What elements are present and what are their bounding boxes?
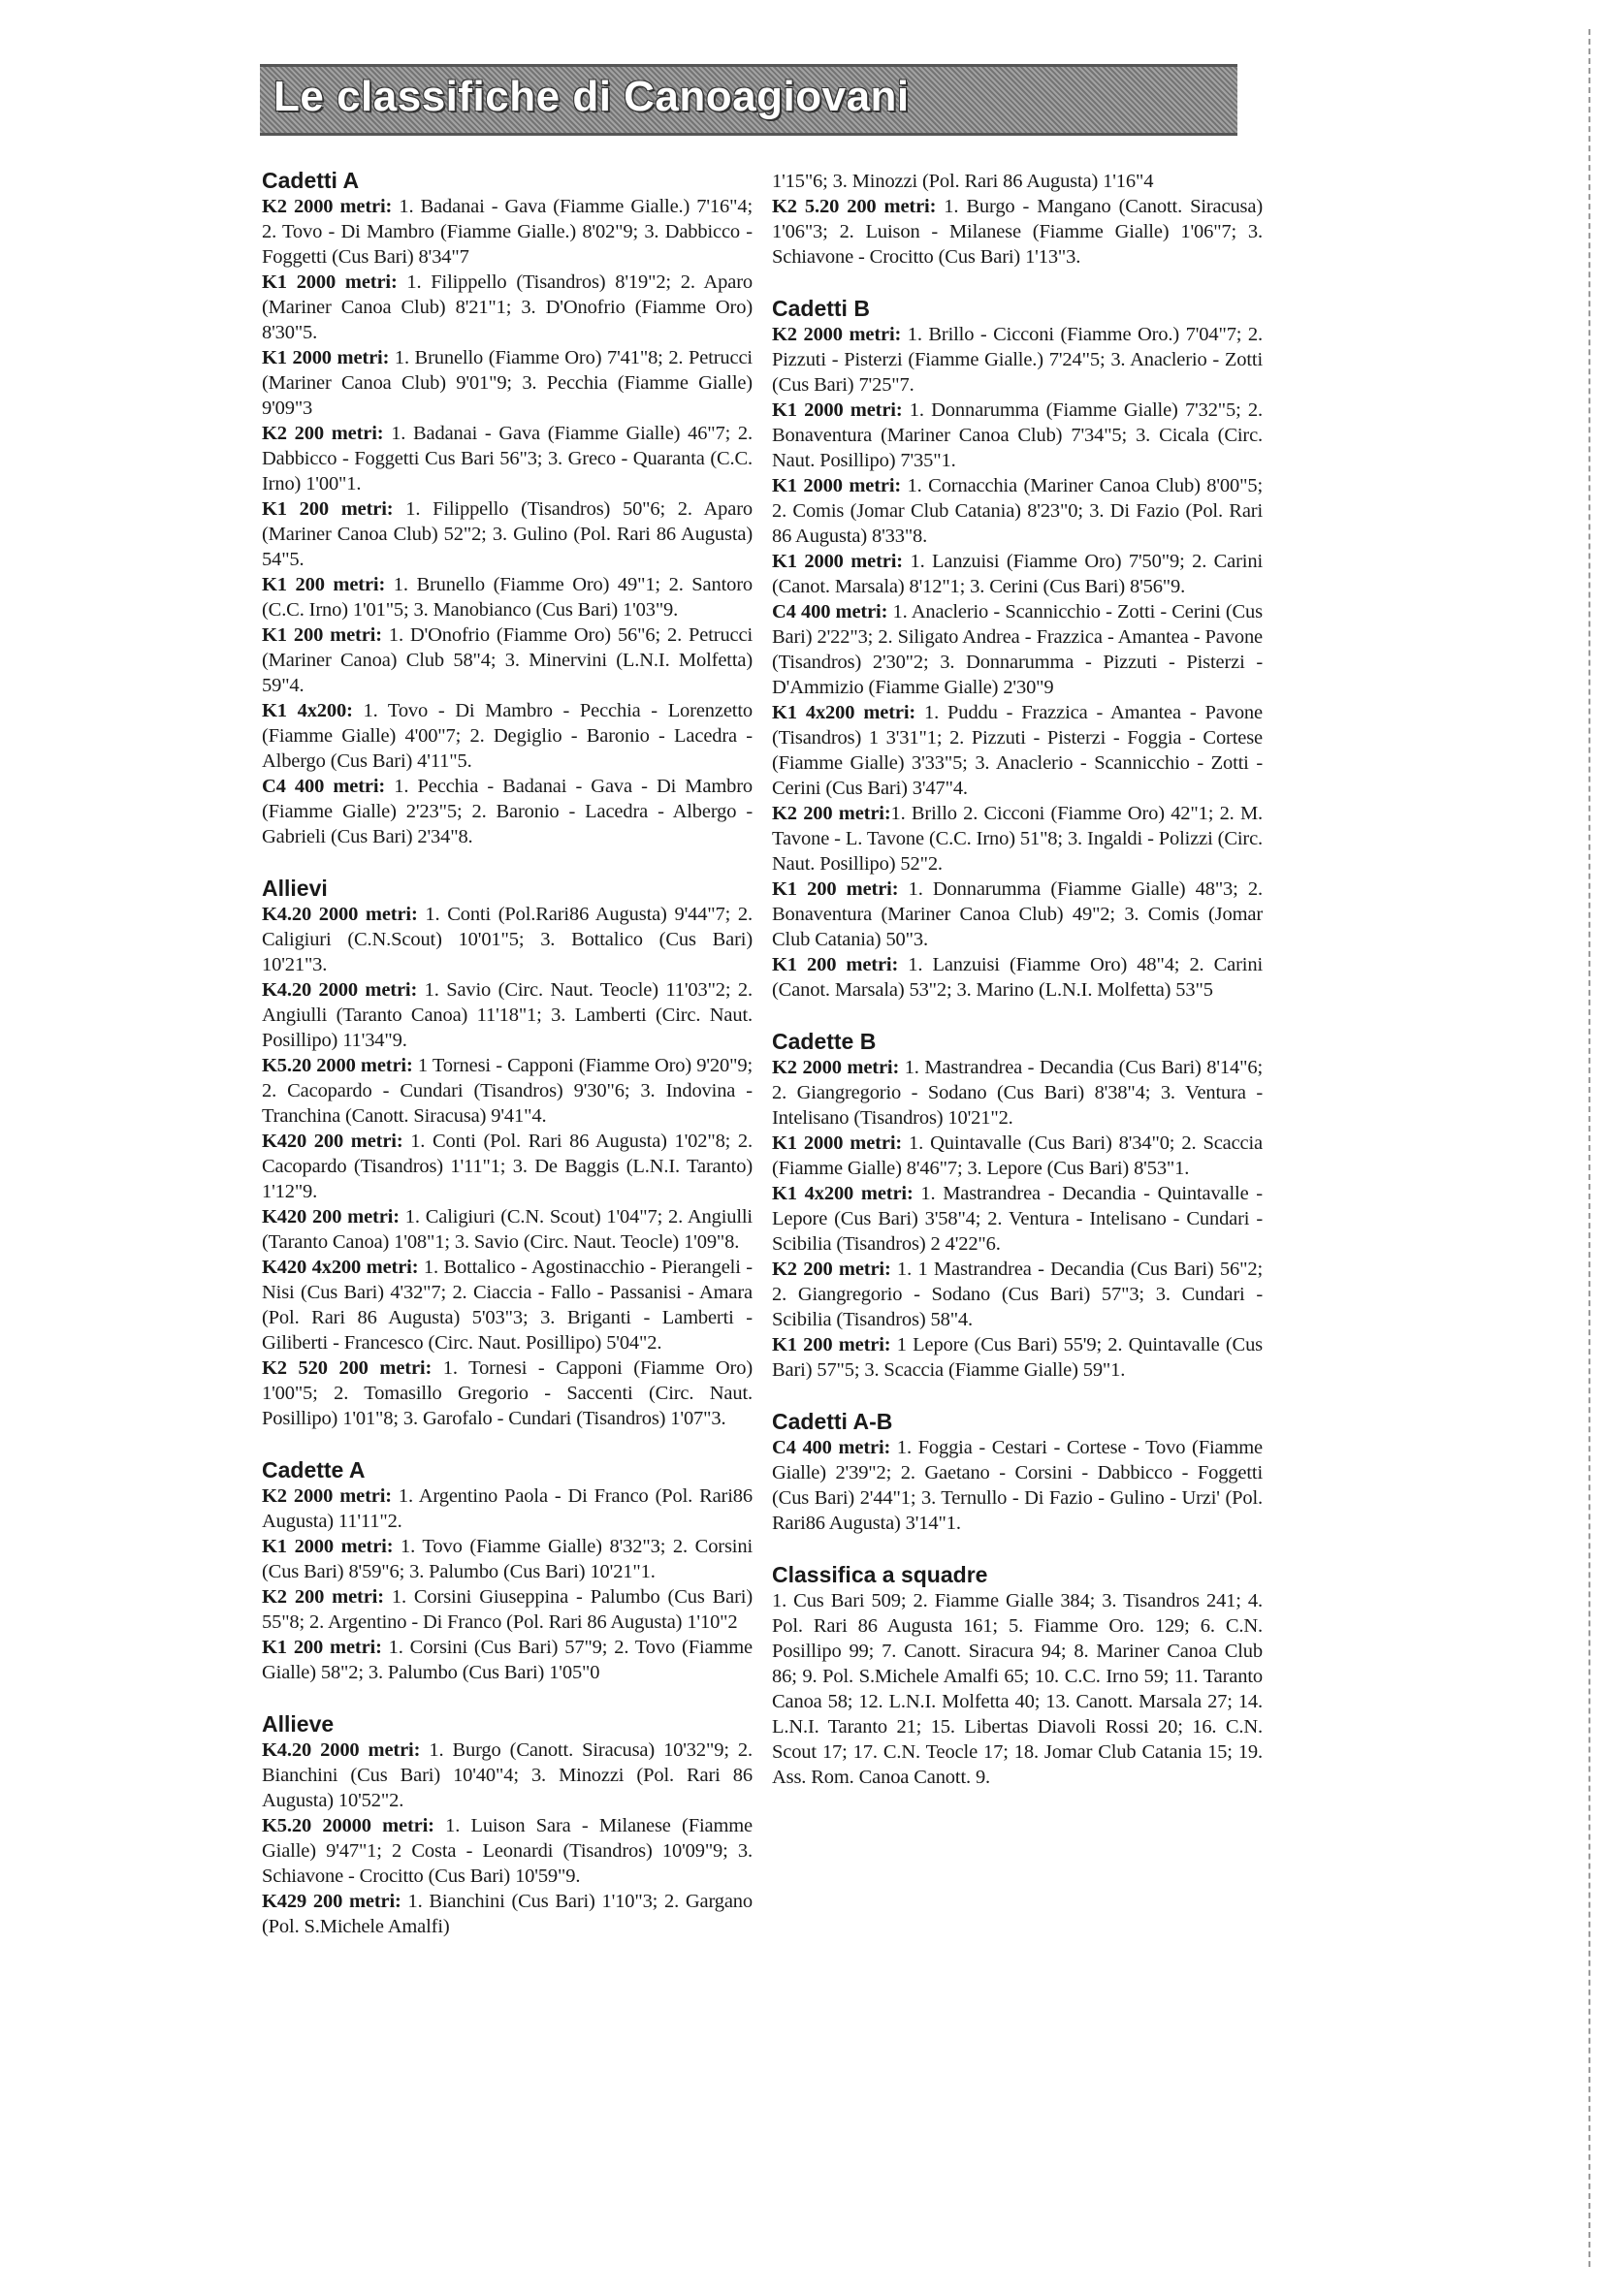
section-heading: Allieve (262, 1711, 335, 1737)
result-entry (772, 1435, 1263, 1536)
section-heading: Allievi (262, 876, 328, 901)
result-entry (772, 322, 1263, 398)
result-entry (772, 473, 1263, 549)
result-entry (262, 1738, 753, 1813)
race-label: K4.20 2000 metri: (262, 979, 418, 1001)
result-entry (262, 345, 753, 421)
race-label: K4.20 2000 metri: (262, 904, 418, 925)
result-entry (262, 902, 753, 977)
race-label: K420 200 metri: (262, 1131, 403, 1152)
result-entry (262, 1889, 753, 1939)
race-results: 1. Argentino Paola - Di Franco (Pol. Rari86 Augusta) 11'11"2. (262, 1485, 753, 1532)
race-results: 1. Bianchini (Cus Bari) 1'10"3; 2. Gargano (Pol. S.Michele Amalfi) (262, 1891, 753, 1937)
race-label: K2 200 metri: (772, 803, 891, 824)
race-label: K4.20 2000 metri: (262, 1739, 421, 1761)
results-section (262, 875, 753, 1431)
race-label: K1 2000 metri: (772, 475, 902, 496)
race-label: C4 400 metri: (772, 1437, 891, 1458)
race-results: 1. Pecchia - Badanai - Gava - Di Mambro (Fiamme Gialle) 2'23"5; 2. Baronio - Lacedra - Albergo - Gabrieli (Cus Bari) 2'34"8. (262, 776, 753, 847)
race-results: 1. Bottalico - Agostinacchio - Pierangeli - Nisi (Cus Bari) 4'32"7; 2. Ciaccia - Fallo - Passanisi - Amara (Pol. Rari 86 Augusta) 5'03"3; 3. Briganti - Lamberti - Giliberti - Francesco (Circ. Naut. Posillipo) 5'04"2. (262, 1257, 753, 1354)
result-entry (262, 194, 753, 270)
continued-text: 1'15"6; 3. Minozzi (Pol. Rari 86 Augusta) 1'16"4 (772, 171, 1154, 192)
result-entry (772, 194, 1263, 270)
race-label: K2 200 metri: (772, 1259, 891, 1280)
section-heading: Classifica a squadre (772, 1562, 988, 1587)
result-entry (772, 700, 1263, 801)
results-section (262, 1710, 753, 1939)
result-entry (262, 270, 753, 345)
result-entry (262, 622, 753, 698)
results-section (772, 1408, 1263, 1536)
race-results: 1. Brunello (Fiamme Oro) 49"1; 2. Santoro (C.C. Irno) 1'01"5; 3. Manobianco (Cus Bari) 1'03"9. (262, 574, 753, 621)
result-entry (262, 1204, 753, 1255)
race-results: 1 Tornesi - Capponi (Fiamme Oro) 9'20"9; 2. Cacopardo - Cundari (Tisandros) 9'30"6; 3. Indovina - Tranchina (Canott. Siracusa) 9'41"4. (262, 1055, 753, 1127)
race-label: K2 2000 metri: (772, 1057, 900, 1078)
results-section (772, 295, 1263, 1003)
race-label: K2 200 metri: (262, 423, 384, 444)
result-entry (772, 1257, 1263, 1332)
race-results: 1. Badanai - Gava (Fiamme Gialle.) 7'16"4; 2. Tovo - Di Mambro (Fiamme Gialle.) 8'02"9; 3. Dabbicco - Foggetti (Cus Bari) 8'34"7 (262, 196, 753, 268)
result-entry (262, 1584, 753, 1635)
race-results: 1 Lepore (Cus Bari) 55'9; 2. Quintavalle (Cus Bari) 57"5; 3. Scaccia (Fiamme Gialle) 59"1. (772, 1334, 1264, 1381)
race-label: K2 2000 metri: (772, 324, 902, 345)
race-results: 1. Badanai - Gava (Fiamme Gialle) 46"7; 2. Dabbicco - Foggetti Cus Bari 56"3; 3. Greco - Quaranta (C.C. Irno) 1'00"1. (262, 423, 753, 494)
scan-edge-line (1588, 29, 1590, 2267)
race-label: K420 200 metri: (262, 1206, 400, 1228)
result-entry (262, 1534, 753, 1584)
race-results: 1. Tornesi - Capponi (Fiamme Oro) 1'00"5; 2. Tomasillo Gregorio - Saccenti (Circ. Naut. Posillipo) 1'01"8; 3. Garofalo - Cundari (Tisandros) 1'07"3. (262, 1357, 753, 1429)
race-results: 1. Brillo 2. Cicconi (Fiamme Oro) 42"1; 2. M. Tavone - L. Tavone (C.C. Irno) 51"8; 3. Ingaldi - Polizzi (Circ. Naut. Posillipo) 52"2. (772, 803, 1263, 875)
result-entry (262, 774, 753, 849)
race-results: 1. Mastrandrea - Decandia (Cus Bari) 8'14"6; 2. Giangregorio - Sodano (Cus Bari) 8'38"4; 3. Ventura - Intelisano (Tisandros) 10'21"2. (772, 1057, 1263, 1129)
result-entry (262, 496, 753, 572)
race-results: 1. Mastrandrea - Decandia - Quintavalle - Lepore (Cus Bari) 3'58"4; 2. Ventura - Intelisano - Cundari - Scibilia (Tisandros) 2 4'22"6. (772, 1183, 1263, 1255)
race-results: 1. Filippello (Tisandros) 50"6; 2. Aparo (Mariner Canoa Club) 52"2; 3. Gulino (Pol. Rari 86 Augusta) 54"5. (262, 498, 753, 570)
result-entry (772, 1131, 1263, 1181)
result-entry (772, 877, 1263, 952)
race-results: 1. Savio (Circ. Naut. Teocle) 11'03"2; 2. Angiulli (Taranto Canoa) 11'18"1; 3. Lamberti (Circ. Naut. Posillipo) 11'34"9. (262, 979, 753, 1051)
section-banner (260, 64, 1237, 136)
race-label: K1 2000 metri: (262, 271, 398, 293)
section-heading: Cadetti A (262, 168, 360, 193)
race-label: K1 200 metri: (262, 574, 386, 595)
results-section (772, 1561, 1263, 1790)
race-label: K1 2000 metri: (262, 1536, 394, 1557)
race-results: 1. Caligiuri (C.N. Scout) 1'04"7; 2. Angiulli (Taranto Canoa) 1'08"1; 3. Savio (Circ. Naut. Teocle) 1'09"8. (262, 1206, 753, 1253)
result-entry (772, 1181, 1263, 1257)
result-entry (772, 549, 1263, 599)
results-section (262, 1456, 753, 1685)
race-results: 1. Brillo - Cicconi (Fiamme Oro.) 7'04"7; 2. Pizzuti - Pisterzi (Fiamme Gialle.) 7'24"5; 3. Anaclerio - Zotti (Cus Bari) 7'25"7. (772, 324, 1263, 396)
race-results: 1. 1 Mastrandrea - Decandia (Cus Bari) 56"2; 2. Giangregorio - Sodano (Cus Bari) 57"3; 3. Cundari - Scibilia (Tisandros) 58"4. (772, 1259, 1263, 1330)
result-entry (772, 599, 1263, 700)
race-results: 1. D'Onofrio (Fiamme Oro) 56"6; 2. Petrucci (Mariner Canoa) Club 58"4; 3. Minervini (L.N.I. Molfetta) 59"4. (262, 624, 753, 696)
race-results: 1. Corsini Giuseppina - Palumbo (Cus Bari) 55"8; 2. Argentino - Di Franco (Pol. Rari 86 Augusta) 1'10"2 (262, 1586, 753, 1633)
result-entry (262, 977, 753, 1053)
result-entry (262, 1129, 753, 1204)
result-entry (262, 421, 753, 496)
results-section (772, 1028, 1263, 1383)
race-results: 1. Lanzuisi (Fiamme Oro) 7'50"9; 2. Carini (Canot. Marsala) 8'12"1; 3. Cerini (Cus Bari) 8'56"9. (772, 551, 1263, 597)
race-label: K2 520 200 metri: (262, 1357, 433, 1379)
race-results: 1. Conti (Pol.Rari86 Augusta) 9'44"7; 2. Caligiuri (C.N.Scout) 10'01"5; 3. Bottalico (Cus Bari) 10'21"3. (262, 904, 753, 975)
result-entry (262, 1355, 753, 1431)
race-results: 1. Burgo (Canott. Siracusa) 10'32"9; 2. Bianchini (Cus Bari) 10'40"4; 3. Minozzi (Pol. Rari 86 Augusta) 10'52"2. (262, 1739, 753, 1811)
result-entry (262, 1255, 753, 1355)
race-label: K2 5.20 200 metri: (772, 196, 937, 217)
race-label: K1 2000 metri: (262, 347, 390, 368)
race-results: 1. Donnarumma (Fiamme Gialle) 48"3; 2. Bonaventura (Mariner Canoa Club) 49"2; 3. Comis (Jomar Club Catania) 50"3. (772, 878, 1263, 950)
race-label: K1 4x200 metri: (772, 1183, 914, 1204)
race-label: K1 200 metri: (262, 1637, 382, 1658)
race-label: K1 4x200 metri: (772, 702, 916, 723)
result-entry (262, 698, 753, 774)
race-label: K1 200 metri: (772, 1334, 891, 1355)
race-label: K1 2000 metri: (772, 1132, 903, 1154)
race-label: K2 2000 metri: (262, 1485, 392, 1507)
result-entry (772, 952, 1263, 1003)
race-label: K1 200 metri: (262, 624, 382, 646)
results-section (262, 167, 753, 849)
race-label: K1 200 metri: (772, 954, 899, 975)
race-results: 1. Burgo - Mangano (Canott. Siracusa) 1'06"3; 2. Luison - Milanese (Fiamme Gialle) 1'06"7; 3. Schiavone - Crocitto (Cus Bari) 1'13"3. (772, 196, 1263, 268)
result-entry (262, 1635, 753, 1685)
result-entry (262, 1813, 753, 1889)
result-entry (772, 801, 1263, 877)
race-results: 1. Quintavalle (Cus Bari) 8'34"0; 2. Scaccia (Fiamme Gialle) 8'46"7; 3. Lepore (Cus Bari) 8'53"1. (772, 1132, 1263, 1179)
race-results: 1. Corsini (Cus Bari) 57"9; 2. Tovo (Fiamme Gialle) 58"2; 3. Palumbo (Cus Bari) 1'05"0 (262, 1637, 753, 1683)
section-heading: Cadetti A-B (772, 1409, 893, 1434)
banner-title: Le classifiche di Canoagiovani (273, 73, 910, 120)
race-label: K2 2000 metri: (262, 196, 393, 217)
race-results: 1. Brunello (Fiamme Oro) 7'41"8; 2. Petrucci (Mariner Canoa Club) 9'01"9; 3. Pecchia (Fiamme Gialle) 9'09"3 (262, 347, 753, 419)
result-entry (772, 1588, 1263, 1790)
race-label: K420 4x200 metri: (262, 1257, 419, 1278)
race-label: K2 200 metri: (262, 1586, 384, 1608)
race-label: K1 200 metri: (262, 498, 394, 520)
section-heading: Cadetti B (772, 296, 870, 321)
section-heading: Cadette A (262, 1457, 366, 1483)
result-entry (262, 1483, 753, 1534)
race-results: 1. Filippello (Tisandros) 8'19"2; 2. Aparo (Mariner Canoa Club) 8'21"1; 3. D'Onofrio (Fiamme Oro) 8'30"5. (262, 271, 753, 343)
race-label: K429 200 metri: (262, 1891, 401, 1912)
race-label: C4 400 metri: (772, 601, 888, 622)
race-label: K1 2000 metri: (772, 399, 903, 421)
race-results: 1. Cus Bari 509; 2. Fiamme Gialle 384; 3. Tisandros 241; 4. Pol. Rari 86 Augusta 161; 5. Fiamme Oro. 129; 6. C.N. Posillipo 99; 7. Canott. Siracura 94; 8. Mariner Canoa Club 86; 9. Pol. S.Michele Amalfi 65; 10. C.C. Irno 59; 11. Taranto Canoa 58; 12. L.N.I. Molfetta 40; 13. Canott. Marsala 27; 14. L.N.I. Taranto 21; 15. Libertas Diavoli Rossi 20; 16. C.N. Scout 17; 17. C.N. Teocle 17; 18. Jomar Club Catania 15; 19. Ass. Rom. Canoa Canott. 9. (772, 1590, 1263, 1788)
continued-entries (772, 194, 1263, 270)
race-label: K1 200 metri: (772, 878, 899, 900)
race-results: 1. Lanzuisi (Fiamme Oro) 48"4; 2. Carini (Canot. Marsala) 53"2; 3. Marino (L.N.I. Molfetta) 53"5 (772, 954, 1263, 1001)
section-heading: Cadette B (772, 1029, 877, 1054)
race-results: 1. Donnarumma (Fiamme Gialle) 7'32"5; 2. Bonaventura (Mariner Canoa Club) 7'34"5; 3. Cicala (Circ. Naut. Posillipo) 7'35"1. (772, 399, 1263, 471)
result-entry (772, 1055, 1263, 1131)
left-column (262, 167, 753, 1964)
result-entry (262, 1053, 753, 1129)
continued-block (772, 169, 1263, 270)
right-column (772, 169, 1263, 1815)
race-label: C4 400 metri: (262, 776, 386, 797)
race-results: 1. Anaclerio - Scannicchio - Zotti - Cerini (Cus Bari) 2'22"3; 2. Siligato Andrea - Frazzica - Amantea - Pavone (Tisandros) 2'30"2; 3. Donnarumma - Pizzuti - Pisterzi - D'Ammizio (Fiamme Gialle) 2'30"9 (772, 601, 1263, 698)
race-results: 1. Tovo - Di Mambro - Pecchia - Lorenzetto (Fiamme Gialle) 4'00"7; 2. Degiglio - Baronio - Lacedra - Albergo (Cus Bari) 4'11"5. (262, 700, 753, 772)
result-entry (772, 1332, 1263, 1383)
race-results: 1. Puddu - Frazzica - Amantea - Pavone (Tisandros) 1 3'31"1; 2. Pizzuti - Pisterzi - Foggia - Cortese (Fiamme Gialle) 3'33"5; 3. Anaclerio - Scannicchio - Zotti - Cerini (Cus Bari) 3'47"4. (772, 702, 1263, 799)
race-results: 1. Conti (Pol. Rari 86 Augusta) 1'02"8; 2. Cacopardo (Tisandros) 1'11"1; 3. De Baggis (L.N.I. Taranto) 1'12"9. (262, 1131, 753, 1202)
race-results: 1. Tovo (Fiamme Gialle) 8'32"3; 2. Corsini (Cus Bari) 8'59"6; 3. Palumbo (Cus Bari) 10'21"1. (262, 1536, 753, 1582)
race-label: K1 4x200: (262, 700, 353, 721)
race-results: 1. Luison Sara - Milanese (Fiamme Gialle) 9'47"1; 2 Costa - Leonardi (Tisandros) 10'09"9; 3. Schiavone - Crocitto (Cus Bari) 10'59"9. (262, 1815, 753, 1887)
result-entry (262, 572, 753, 622)
result-entry (772, 398, 1263, 473)
race-label: K5.20 20000 metri: (262, 1815, 434, 1836)
race-label: K5.20 2000 metri: (262, 1055, 413, 1076)
race-results: 1. Cornacchia (Mariner Canoa Club) 8'00"5; 2. Comis (Jomar Club Catania) 8'23"0; 3. Di Fazio (Pol. Rari 86 Augusta) 8'33"8. (772, 475, 1263, 547)
race-label: K1 2000 metri: (772, 551, 903, 572)
race-results: 1. Foggia - Cestari - Cortese - Tovo (Fiamme Gialle) 2'39"2; 2. Gaetano - Corsini - Dabbicco - Foggetti (Cus Bari) 2'44"1; 3. Ternullo - Di Fazio - Gulino - Urzi' (Pol. Rari86 Augusta) 3'14"1. (772, 1437, 1263, 1534)
